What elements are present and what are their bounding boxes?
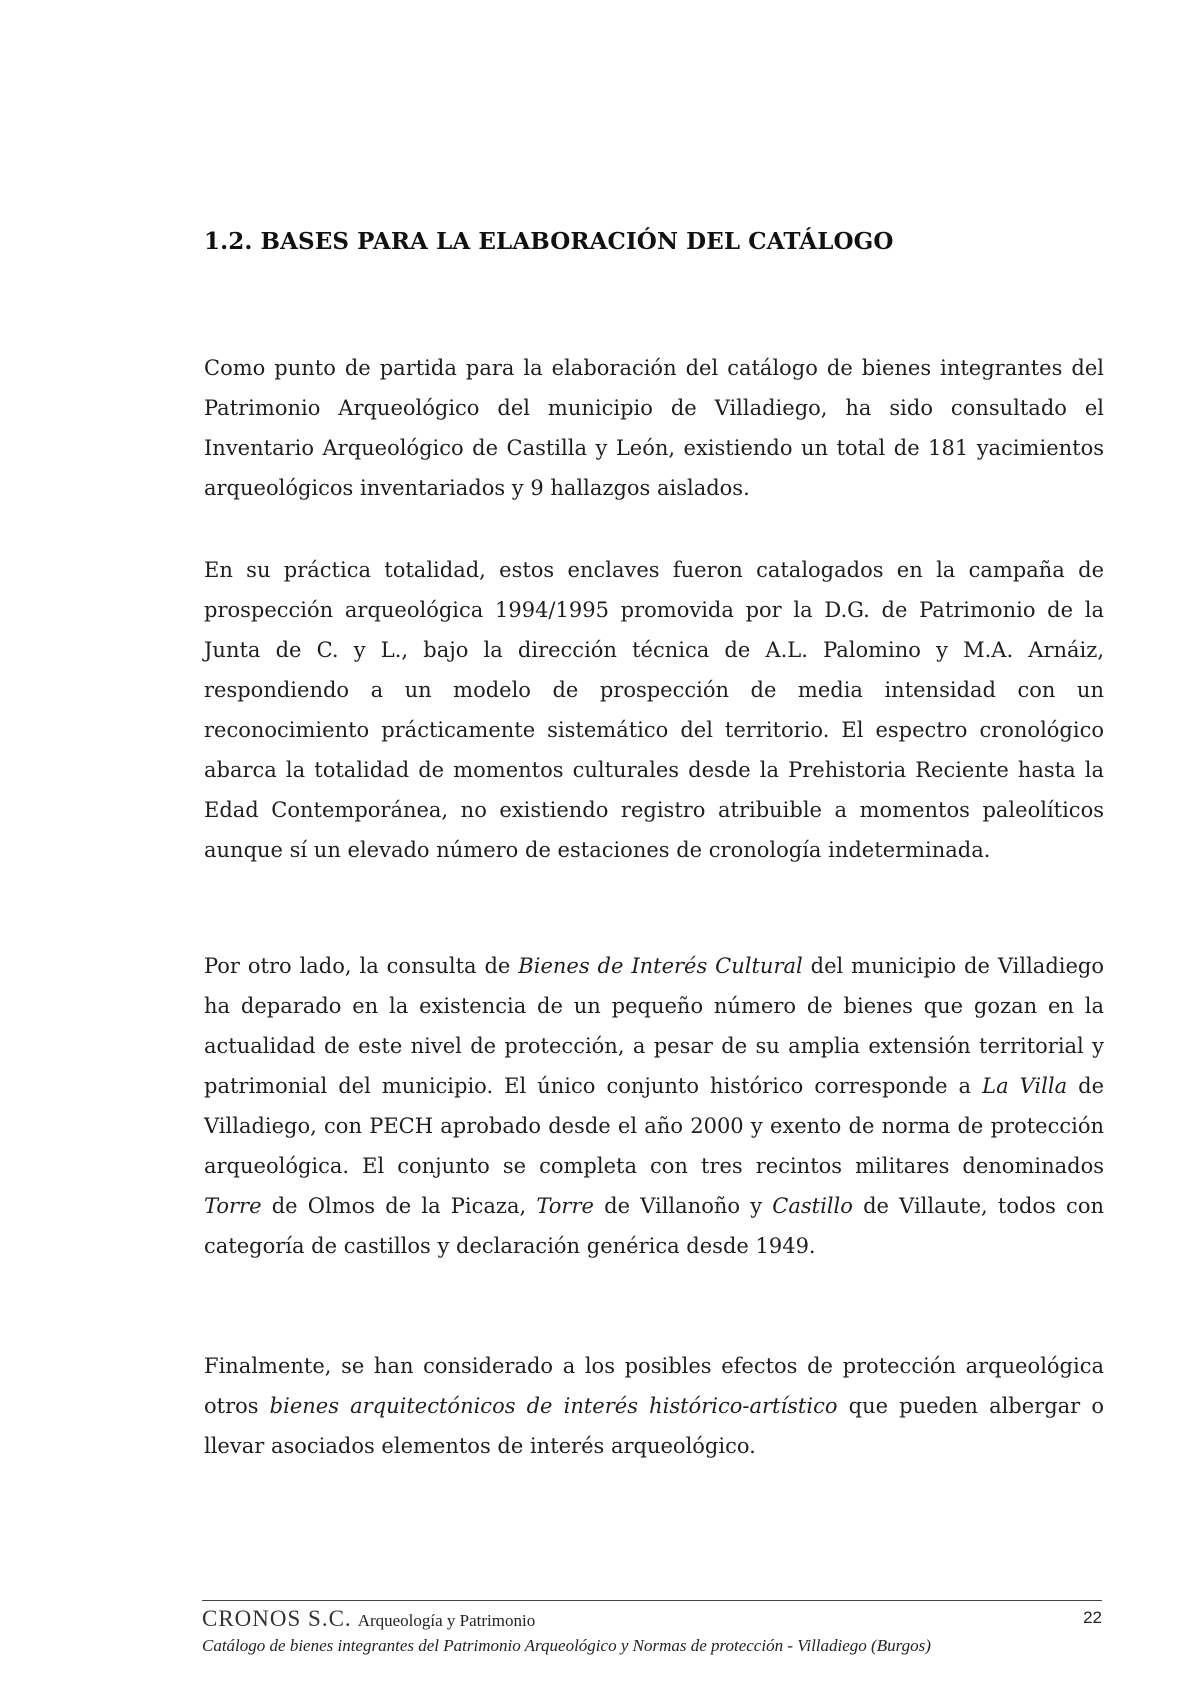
footer-brand [202,1606,535,1632]
italic-term: bienes arquitectónicos de interés histórico-artístico [269,1394,838,1418]
text-run: del municipio de Villadiego ha deparado en la existencia de un pequeño número de bienes que gozan en la actualidad de este nivel de protección, a pesar de su amplia extensión territorial y patrimonial del municipio. El único conjunto histórico corresponde a [204,954,1104,1098]
italic-term: Torre [204,1194,262,1218]
footer-divider [202,1600,1102,1601]
text-run: Finalmente, se han considerado a los posibles efectos de protección arqueológica otros [204,1354,1104,1418]
page-number: 22 [1083,1608,1102,1627]
document-title: Catálogo de bienes integrantes del Patrimonio Arqueológico y Normas de protección - Villadiego (Burgos) [202,1636,931,1655]
text-run: de Villaute, todos con categoría de castillos y declaración genérica desde 1949. [204,1194,1104,1258]
text-run: de Olmos de la Picaza, [261,1194,537,1218]
italic-term: Castillo [772,1194,853,1218]
italic-term: La Villa [982,1074,1068,1098]
text-run: Por otro lado, la consulta de [204,954,519,978]
brand-name: CRONOS S.C. [202,1606,352,1631]
italic-term: Bienes de Interés Cultural [518,954,803,978]
italic-term: Torre [536,1194,594,1218]
paragraph-architectural [204,1346,1104,1466]
section-heading: 1.2. BASES PARA LA ELABORACIÓN DEL CATÁLOGO [204,228,894,255]
paragraph-inventory: Como punto de partida para la elaboración del catálogo de bienes integrantes del Patrimonio Arqueológico del municipio de Villadiego, ha sido consultado el Inventario Arqueológico de Castilla y León, existiendo un total de 181 yacimientos arqueológicos inventariados y 9 hallazgos aislados. [204,356,1104,500]
text-run: de Villanoño y [593,1194,773,1218]
text-run: que pueden albergar o llevar asociados elementos de interés arqueológico. [204,1394,1104,1458]
text-run: de Villadiego, con PECH aprobado desde el año 2000 y exento de norma de protección arqueológica. El conjunto se completa con tres recintos militares denominados [204,1074,1105,1178]
paragraph-bic [204,946,1104,1266]
paragraph-prospection: En su práctica totalidad, estos enclaves fueron catalogados en la campaña de prospección arqueológica 1994/1995 promovida por la D.G. de Patrimonio de la Junta de C. y L., bajo la dirección técnica de A.L. Palomino y M.A. Arnáiz, respondiendo a un modelo de prospección de media intensidad con un reconocimiento prácticamente sistemático del territorio. El espectro cronológico abarca la totalidad de momentos culturales desde la Prehistoria Reciente hasta la Edad Contemporánea, no existiendo registro atribuible a momentos paleolíticos aunque sí un elevado número de estaciones de cronología indeterminada. [204,558,1104,862]
brand-subtitle: Arqueología y Patrimonio [357,1611,536,1630]
